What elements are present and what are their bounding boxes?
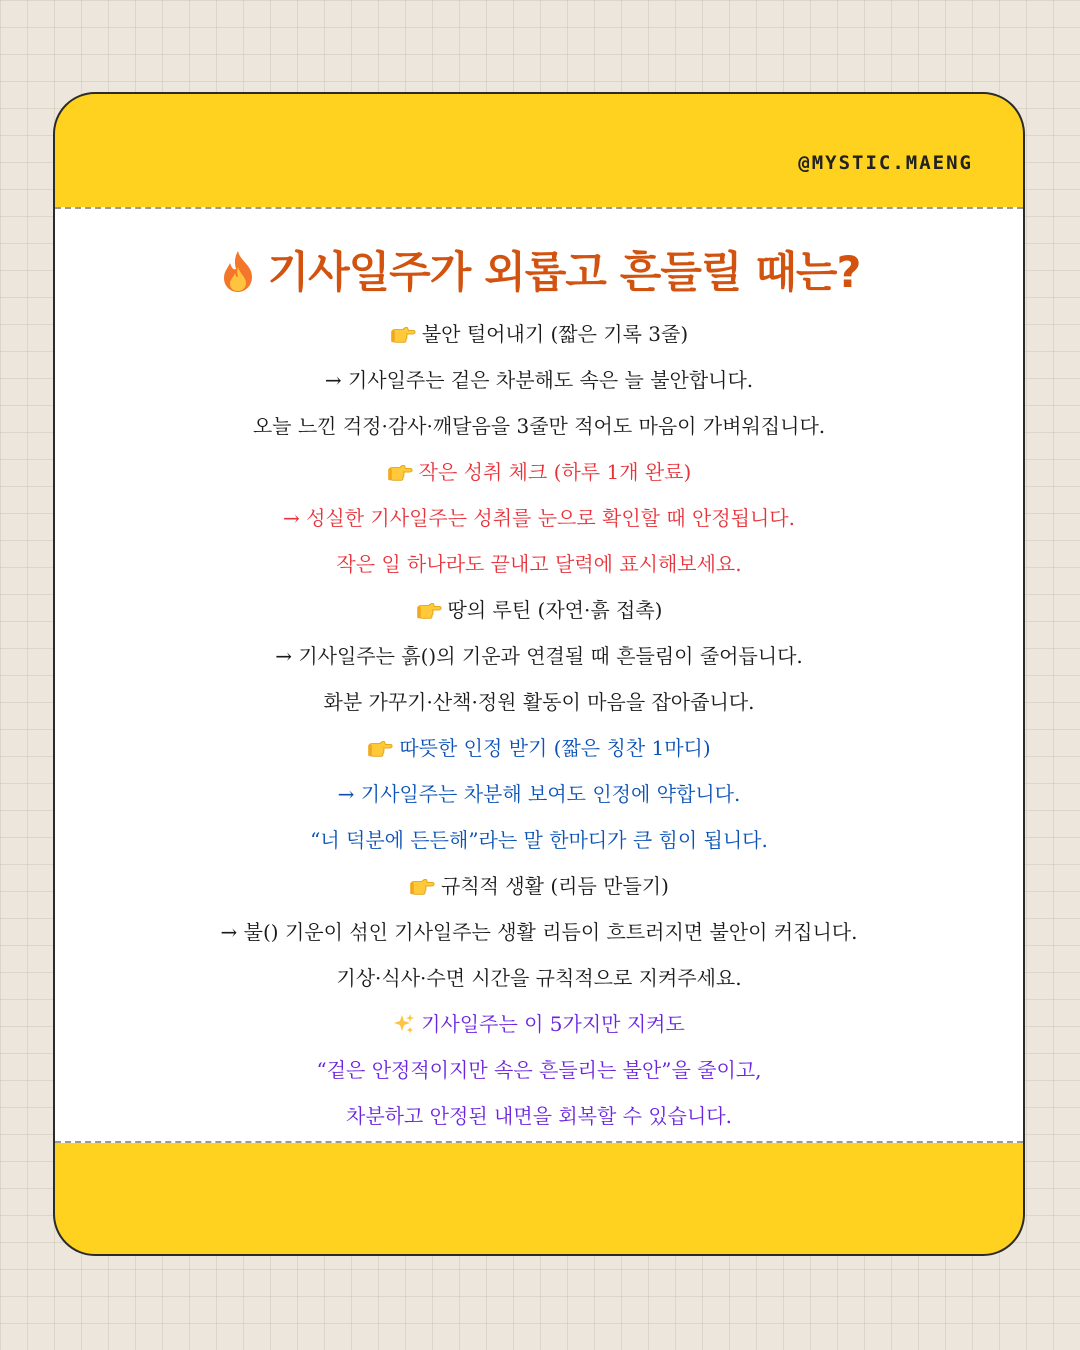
pointing-hand-icon [367,729,393,775]
section-heading: 땅의 루틴 (자연·흙 접촉) [55,587,1023,633]
content-panel [55,207,1023,1143]
section-line: → 기사일주는 겉은 차분해도 속은 늘 불안합니다. [324,368,754,392]
closing-line: 기사일주는 이 5가지만 지켜도 [55,1001,1023,1047]
pointing-hand-icon [409,867,435,913]
section-heading: 불안 털어내기 (짧은 기록 3줄) [55,311,1023,357]
account-handle: @MYSTIC.MAENG [798,152,973,174]
section-line: → 성실한 기사일주는 성취를 눈으로 확인할 때 안정됩니다. [283,506,795,530]
pointing-hand-icon [390,315,416,361]
pointing-hand-icon [416,591,442,637]
section-line: 작은 일 하나라도 끝내고 달력에 표시해보세요. [336,552,742,576]
tips-list [55,311,1023,1139]
section-line: 기상·식사·수면 시간을 규칙적으로 지켜주세요. [336,966,742,990]
fire-icon [218,249,258,304]
title-text: 기사일주가 외롭고 흔들릴 때는? [267,248,861,298]
section-heading: 규칙적 생활 (리듬 만들기) [55,863,1023,909]
sparkles-icon [393,1005,415,1051]
section-line: 화분 가꾸기·산책·정원 활동이 마음을 잡아줍니다. [323,690,755,714]
section-line: → 불() 기운이 섞인 기사일주는 생활 리듬이 흐트러지면 불안이 커집니다. [220,920,858,944]
page-title [55,239,1023,304]
card [53,92,1025,1256]
section-heading: 따뜻한 인정 받기 (짧은 칭찬 1마디) [55,725,1023,771]
section-heading: 작은 성취 체크 (하루 1개 완료) [55,449,1023,495]
section-line: 오늘 느낀 걱정·감사·깨달음을 3줄만 적어도 마음이 가벼워집니다. [252,414,826,438]
closing-line: 차분하고 안정된 내면을 회복할 수 있습니다. [346,1104,732,1128]
pointing-hand-icon [387,453,413,499]
section-line: → 기사일주는 차분해 보여도 인정에 약합니다. [337,782,741,806]
closing-line: “겉은 안정적이지만 속은 흔들리는 불안”을 줄이고, [316,1058,762,1082]
section-line: “너 덕분에 든든해”라는 말 한마디가 큰 힘이 됩니다. [310,828,768,852]
section-line: → 기사일주는 흙()의 기운과 연결될 때 흔들림이 줄어듭니다. [275,644,803,668]
